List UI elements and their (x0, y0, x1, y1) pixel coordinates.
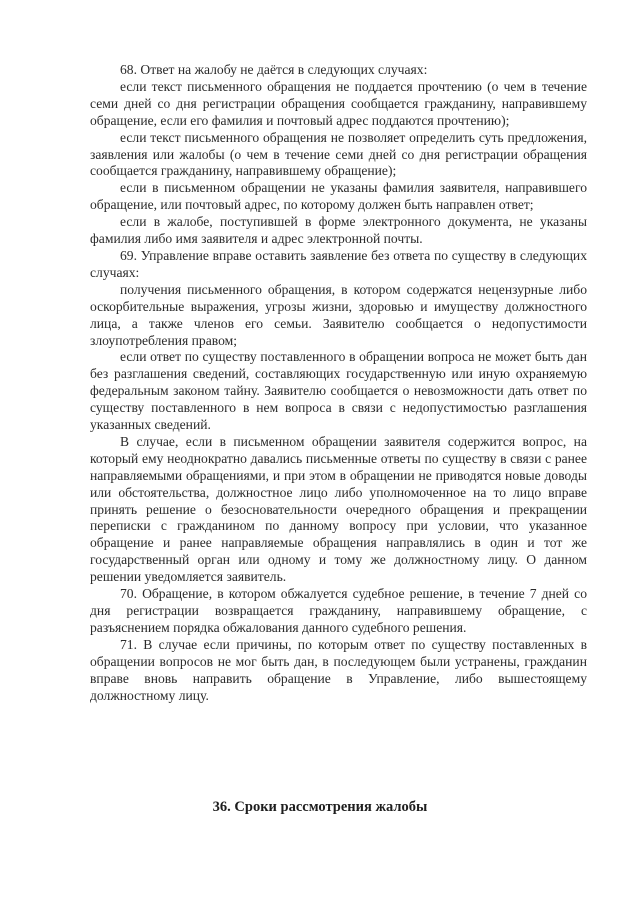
paragraph-68-case-no-name-address: если в письменном обращении не указаны фамилия заявителя, направившего обращение, или почтовый адрес, по которому должен быть направлен ответ; (90, 180, 587, 213)
paragraph-69-case-offensive: получения письменного обращения, в котором содержатся нецензурные либо оскорбительные выражения, угрозы жизни, здоровью и имуществу должностного лица, а также членов его семьи. Заявителю сообщается о недопустимости злоупотребления правом; (90, 281, 587, 348)
section-heading: 36. Сроки рассмотрения жалобы (212, 799, 428, 815)
paragraph-68-case-undefined-essence: если текст письменного обращения не позволяет определить суть предложения, заявления или жалобы (о чем в течение семи дней со дня регистрации обращения сообщается гражданину, направившему обращение); (90, 129, 587, 179)
paragraph-69-intro: 69. Управление вправе оставить заявление без ответа по существу в следующих случаях: (90, 247, 587, 280)
paragraph-68-case-electronic: если в жалобе, поступившей в форме электронного документа, не указаны фамилия либо имя заявителя и адрес электронной почты. (90, 214, 587, 247)
paragraph-68-case-unreadable: если текст письменного обращения не поддается прочтению (о чем в течение семи дней со дня регистрации обращения сообщается гражданину, направившему обращение, если его фамилия и почтовый адрес поддаются прочтению); (90, 78, 587, 128)
paragraph-69-case-secret: если ответ по существу поставленного в обращении вопроса не может быть дан без разглашения сведений, составляющих государственную или иную охраняемую федеральным законом тайну. Заявителю сообщается о невозможности дать ответ по существу поставленного в нем вопроса в связи с недопустимостью разглашения указанных сведений. (90, 349, 587, 433)
document-body (90, 62, 587, 704)
paragraph-69-repeated-appeals: В случае, если в письменном обращении заявителя содержится вопрос, на который ему неоднократно давались письменные ответы по существу в связи с ранее направляемыми обращениями, и при этом в обращении не приводятся новые доводы или обстоятельства, должностное лицо либо уполномоченное на то лицо вправе принять решение о безосновательности очередного обращения и прекращении переписки с гражданином по данному вопросу при условии, что указанное обращение и ранее направляемые обращения направлялись в один и тот же государственный орган или одному и тому же должностному лицу. О данном решении уведомляется заявитель. (90, 433, 587, 585)
paragraph-71: 71. В случае если причины, по которым ответ по существу поставленных в обращении вопросов не мог быть дан, в последующем были устранены, гражданин вправе вновь направить обращение в Управление, либо вышестоящему должностному лицу. (90, 636, 587, 703)
paragraph-70: 70. Обращение, в котором обжалуется судебное решение, в течение 7 дней со дня регистрации возвращается гражданину, направившему обращение, с разъяснением порядка обжалования данного судебного решения. (90, 586, 587, 635)
paragraph-68-intro: 68. Ответ на жалобу не даётся в следующих случаях: (120, 62, 428, 77)
